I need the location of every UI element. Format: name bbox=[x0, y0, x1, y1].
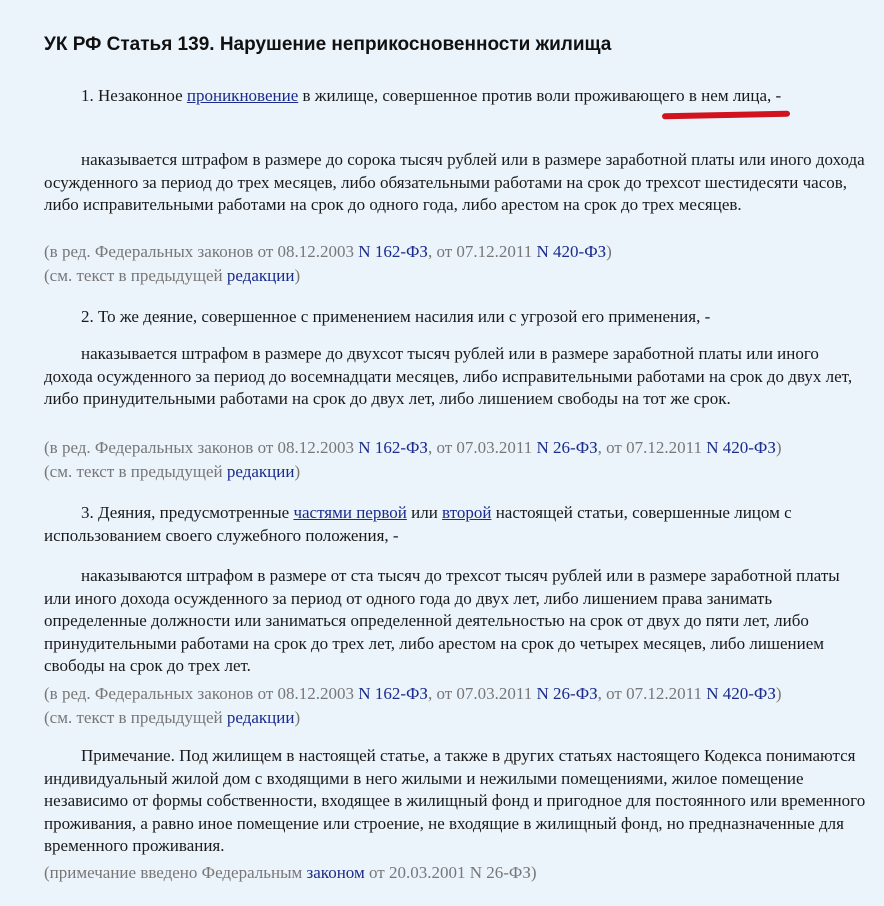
ref-162fz[interactable]: N 162-ФЗ bbox=[358, 684, 428, 703]
part3-edition bbox=[44, 683, 868, 706]
ref-420fz[interactable]: N 420-ФЗ bbox=[706, 438, 776, 457]
part2-ed-mid2: , от 07.12.2011 bbox=[597, 438, 707, 457]
part1-post: в жилище, совершенное против воли проживающего в нем лица, - bbox=[298, 86, 782, 105]
note-ed-end: от 20.03.2001 N 26-ФЗ) bbox=[364, 863, 537, 882]
part2-text: 2. То же деяние, совершенное с применением насилия или с угрозой его применения, - bbox=[81, 307, 711, 326]
part3-see-pre: (см. текст в предыдущей bbox=[44, 708, 227, 727]
part2-ed-mid1: , от 07.03.2011 bbox=[427, 438, 537, 457]
part2-ed-end: ) bbox=[775, 438, 782, 457]
part2-ed-pre: (в ред. Федеральных законов от 08.12.2003 bbox=[44, 438, 359, 457]
ref-162fz[interactable]: N 162-ФЗ bbox=[358, 438, 428, 457]
part1-edition bbox=[44, 241, 868, 264]
note-ed-pre: (примечание введено Федеральным bbox=[44, 863, 307, 882]
part1-ed-pre: (в ред. Федеральных законов от 08.12.2003 bbox=[44, 242, 359, 261]
link-previous-edition[interactable]: редакции bbox=[226, 462, 295, 481]
part1-see-end: ) bbox=[294, 266, 301, 285]
part3-mid: или bbox=[406, 503, 443, 522]
link-parts-first[interactable]: частями первой bbox=[293, 503, 407, 522]
part3-ed-end: ) bbox=[775, 684, 782, 703]
part2-edition bbox=[44, 437, 868, 460]
article-title: УК РФ Статья 139. Нарушение неприкосновенности жилища bbox=[44, 34, 612, 55]
red-underline-annotation bbox=[662, 111, 790, 120]
part2-see-previous bbox=[44, 461, 868, 484]
part3-penalty: наказываются штрафом в размере от ста тысяч до трехсот тысяч рублей или в размере заработной платы или иного дохода осужденного за период от одного года до двух лет, либо лишением права занимать определенные должности или заниматься определенной деятельностью на срок от двух до пяти лет, либо принудительными работами на срок до трех лет, либо арестом на срок до четырех месяцев, либо лишением свободы на срок до трех лет. bbox=[44, 566, 840, 675]
ref-420fz[interactable]: N 420-ФЗ bbox=[536, 242, 607, 261]
link-previous-edition[interactable]: редакции bbox=[226, 708, 295, 727]
ref-420fz[interactable]: N 420-ФЗ bbox=[706, 684, 776, 703]
part1-see-pre: (см. текст в предыдущей bbox=[44, 266, 227, 285]
part2-penalty: наказывается штрафом в размере до двухсот тысяч рублей или в размере заработной платы или иного дохода осужденного за период до восемнадцати месяцев, либо исправительными работами на срок до двух лет, либо принудительными работами на срок до двух лет, либо лишением свободы на тот же срок. bbox=[44, 344, 853, 408]
part1-text bbox=[44, 85, 868, 108]
part1-see-previous bbox=[44, 265, 868, 288]
part3-ed-mid1: , от 07.03.2011 bbox=[427, 684, 537, 703]
ref-26fz[interactable]: N 26-ФЗ bbox=[536, 684, 598, 703]
note-edition bbox=[44, 862, 868, 885]
note-text: Примечание. Под жилищем в настоящей статье, а также в других статьях настоящего Кодекса понимаются индивидуальный жилой дом с входящими в него жилыми и нежилыми помещениями, жилое помещение независимо от формы собственности, входящее в жилищный фонд и пригодное для постоянного или временного проживания, а равно иное помещение или строение, не входящие в жилищный фонд, но предназначенные для временного проживания. bbox=[44, 746, 866, 855]
part3-ed-mid2: , от 07.12.2011 bbox=[597, 684, 707, 703]
part2-see-end: ) bbox=[294, 462, 301, 481]
ref-162fz[interactable]: N 162-ФЗ bbox=[358, 242, 428, 261]
part3-see-end: ) bbox=[294, 708, 301, 727]
part1-pre: 1. Незаконное bbox=[81, 86, 187, 105]
part3-text bbox=[44, 502, 868, 547]
part3-ed-pre: (в ред. Федеральных законов от 08.12.2003 bbox=[44, 684, 359, 703]
link-previous-edition[interactable]: редакции bbox=[226, 266, 295, 285]
link-penetration[interactable]: проникновение bbox=[186, 86, 299, 105]
part3-see-previous bbox=[44, 707, 868, 730]
part1-ed-mid1: , от 07.12.2011 bbox=[427, 242, 537, 261]
link-second[interactable]: второй bbox=[442, 503, 492, 522]
ref-26fz[interactable]: N 26-ФЗ bbox=[536, 438, 598, 457]
part1-penalty: наказывается штрафом в размере до сорока тысяч рублей или в размере заработной платы или иного дохода осужденного за период до трех месяцев, либо обязательными работами на срок до трехсот шестидесяти часов, либо исправительными работами на срок до одного года, либо арестом на срок до трех месяцев. bbox=[44, 150, 865, 214]
part3-post: настоящей статьи, совершенные лицом с использованием своего служебного положения, - bbox=[44, 503, 792, 545]
part3-pre: 3. Деяния, предусмотренные bbox=[81, 503, 294, 522]
part2-see-pre: (см. текст в предыдущей bbox=[44, 462, 227, 481]
part1-ed-end: ) bbox=[606, 242, 612, 261]
link-law[interactable]: законом bbox=[306, 863, 365, 882]
